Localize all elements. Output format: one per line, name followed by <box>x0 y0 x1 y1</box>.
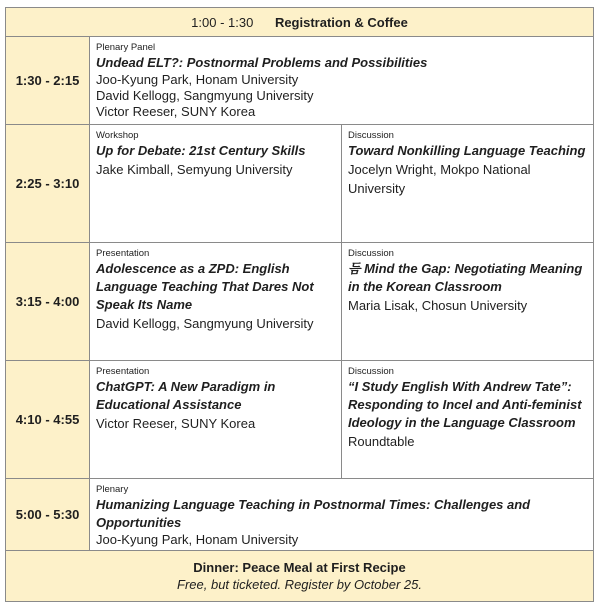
session-presenter: David Kellogg, Sangmyung University <box>96 88 314 103</box>
conference-schedule-table <box>5 7 594 602</box>
session-presenter: Victor Reeser, SUNY Korea <box>96 416 256 431</box>
session-title: Toward Nonkilling Language Teaching <box>348 143 586 158</box>
session-type: Discussion <box>348 248 394 259</box>
session-cell <box>90 125 342 243</box>
registration-time: 1:00 - 1:30 <box>191 14 254 30</box>
schedule-row <box>6 37 594 125</box>
session-title: ChatGPT: A New Paradigm in Educational Assistance <box>96 379 276 412</box>
session-presenter: Joo-Kyung Park, Honam University <box>96 532 299 547</box>
session-presenter: Roundtable <box>348 434 415 449</box>
session-cell <box>90 361 342 479</box>
registration-banner <box>6 8 594 37</box>
dinner-title: Dinner: Peace Meal at First Recipe <box>193 560 406 575</box>
session-cell <box>342 125 594 243</box>
session-cell <box>90 243 342 361</box>
time-slot: 5:00 - 5:30 <box>6 479 90 551</box>
dinner-banner <box>6 551 594 602</box>
session-type: Discussion <box>348 366 394 377</box>
time-slot: 3:15 - 4:00 <box>6 243 90 361</box>
time-slot: 2:25 - 3:10 <box>6 125 90 243</box>
session-presenter: Maria Lisak, Chosun University <box>348 298 528 313</box>
session-cell <box>342 361 594 479</box>
session-title: Adolescence as a ZPD: English Language Teaching That Dares Not Speak Its Name <box>96 261 314 312</box>
session-cell <box>90 37 594 125</box>
schedule-row <box>6 361 594 479</box>
session-type: Presentation <box>96 366 150 377</box>
registration-label: Registration & Coffee <box>274 14 408 30</box>
session-type: Discussion <box>348 130 394 141</box>
registration-row <box>6 8 594 37</box>
schedule-row <box>6 479 594 551</box>
session-type: Presentation <box>96 248 150 259</box>
schedule-row <box>6 125 594 243</box>
session-title: 듬 Mind the Gap: Negotiating Meaning in the Korean Classroom <box>348 261 583 294</box>
session-presenter: David Kellogg, Sangmyung University <box>96 316 314 331</box>
dinner-note: Free, but ticketed. Register by October 25. <box>177 577 422 592</box>
session-type: Plenary <box>96 484 129 495</box>
session-title: Humanizing Language Teaching in Postnormal Times: Challenges and Opportunities <box>96 497 531 530</box>
session-title: Up for Debate: 21st Century Skills <box>96 143 306 158</box>
session-presenter: Joo-Kyung Park, Honam University <box>96 72 299 87</box>
time-slot: 1:30 - 2:15 <box>6 37 90 125</box>
session-cell <box>342 243 594 361</box>
schedule-row <box>6 243 594 361</box>
session-title: “I Study English With Andrew Tate”: Responding to Incel and Anti-feminist Ideology in the Language Classroom <box>348 379 582 430</box>
dinner-row <box>6 551 594 602</box>
session-presenter: Victor Reeser, SUNY Korea <box>96 104 256 119</box>
session-type: Workshop <box>96 130 139 141</box>
session-cell <box>90 479 594 551</box>
session-type: Plenary Panel <box>96 42 156 53</box>
session-title: Undead ELT?: Postnormal Problems and Possibilities <box>96 55 428 70</box>
session-presenter: Jake Kimball, Semyung University <box>96 162 293 177</box>
session-presenter: Jocelyn Wright, Mokpo National University <box>348 162 531 196</box>
time-slot: 4:10 - 4:55 <box>6 361 90 479</box>
